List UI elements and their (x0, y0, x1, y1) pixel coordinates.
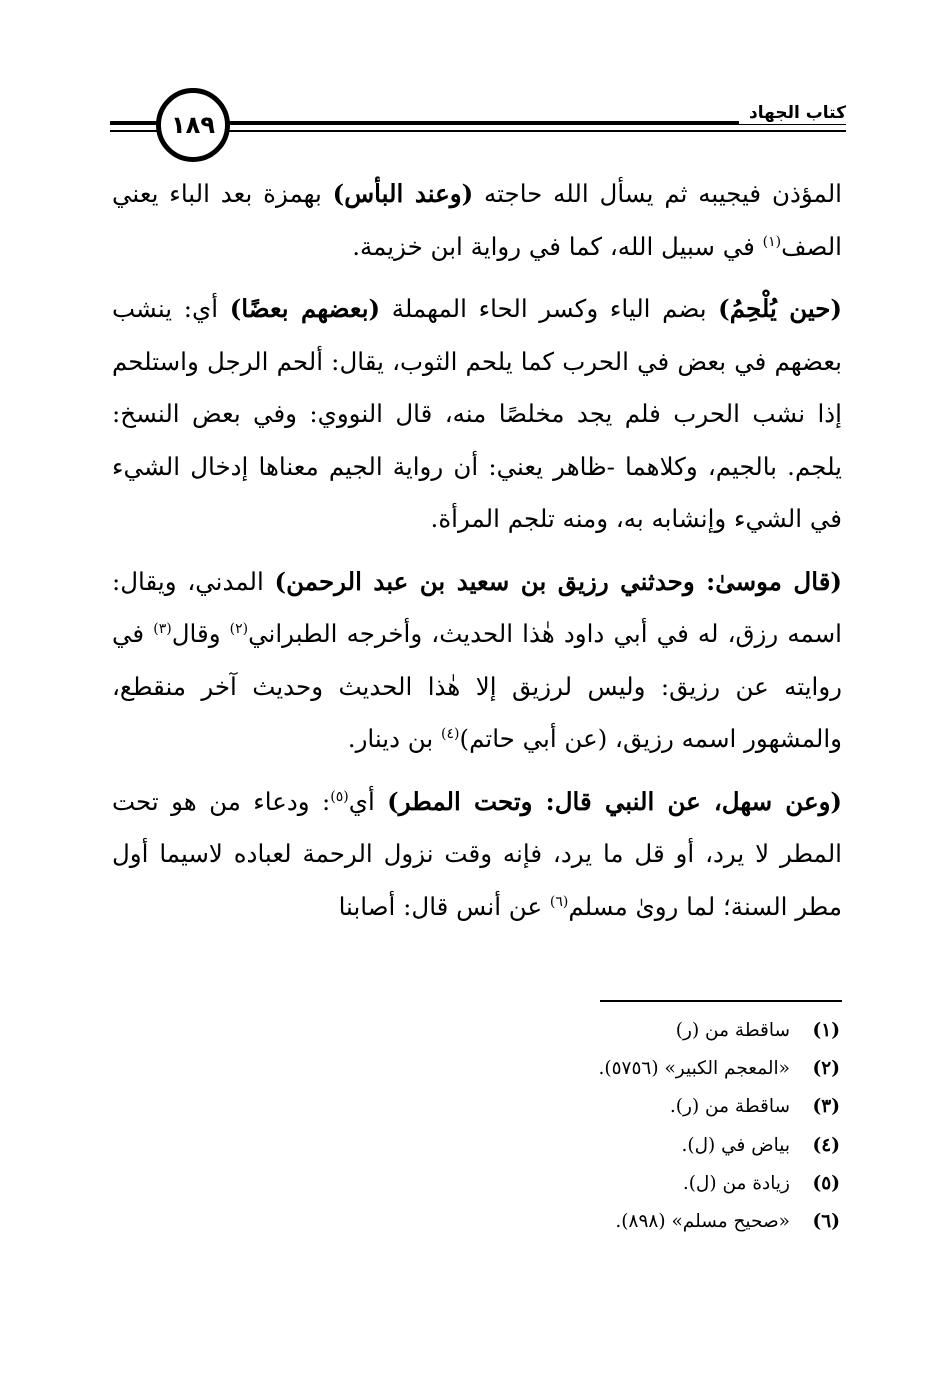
text-segment: (عن أبي حاتم) (459, 724, 608, 753)
footnote-ref: (١) (762, 233, 782, 250)
text-segment: في سبيل الله، كما في رواية ابن خزيمة. (352, 231, 763, 261)
footnote-item (240, 1203, 840, 1241)
footnote-number: (٤) (812, 1134, 840, 1156)
paragraph (112, 168, 842, 273)
footnote-number: (٣) (812, 1096, 840, 1118)
text-segment: المدني، ويقال: اسمه رزق، له في أبي داود هٰذا الحديث، وأخرجه الطبراني (112, 566, 842, 648)
bold-lemma: (وعن سهل، عن النبي قال: وتحت المطر) (387, 786, 843, 816)
text-segment: المؤذن فيجيبه ثم يسأل الله حاجته (473, 179, 842, 208)
paragraph (112, 776, 842, 934)
footnote-text: بياض في (ل). (681, 1134, 790, 1156)
footnote-number: (٦) (812, 1211, 840, 1233)
footnote-item (240, 1165, 840, 1203)
text-segment: : ودعاء من هو تحت المطر لا يرد، أو قل ما يرد، فإنه وقت نزول الرحمة لعباده لاسيما أول مطر السنة؛ لما روىٰ مسلم (112, 786, 842, 921)
bold-lemma: (وعند البأس) (332, 179, 474, 208)
text-segment: عن أنس قال: أصابنا (338, 891, 550, 921)
running-title: كتاب الجهاد (739, 102, 846, 124)
text-segment: بن دينار. (347, 724, 442, 753)
footnote-number: (٢) (812, 1058, 840, 1080)
footnote-ref: (٥) (330, 788, 349, 805)
footnote-item (240, 1050, 840, 1088)
paragraph (112, 283, 842, 546)
page-header (110, 88, 846, 168)
main-text (112, 168, 842, 943)
footnote-ref: (٤) (441, 725, 460, 742)
bold-lemma: (بعضهم بعضًا) (229, 294, 381, 323)
footnote-number: (٥) (812, 1172, 840, 1194)
footnote-item (240, 1012, 840, 1050)
footnote-item (240, 1088, 840, 1126)
footnote-number: (١) (812, 1020, 840, 1041)
text-segment: بهمزة بعد الباء يعني الصف (112, 179, 842, 261)
text-segment: وقال (171, 619, 230, 648)
text-segment: أي: ينشب بعضهم في بعض في الحرب كما يلحم الثوب، يقال: ألحم الرجل واستلحم إذا نشب الحرب فلم يجد مخلصًا منه، قال النووي: وفي بعض النسخ: يلجم. بالجيم، وكلاهما -ظاهر يعني: أن رواية الجيم معناها إدخال الشيء في الشيء وإنشابه به، ومنه تلجم المرأة. (112, 294, 842, 533)
page-number-badge: ١٨٩ (156, 88, 230, 162)
text-segment: بضم الياء وكسر الحاء المهملة (380, 294, 719, 323)
paragraph (112, 556, 842, 766)
footnote-text: «المعجم الكبير» (٥٧٥٦). (598, 1058, 790, 1080)
footnote-text: ساقطة من (ر) (675, 1020, 790, 1041)
footnote-separator (600, 1000, 842, 1002)
footnote-ref: (٣) (153, 620, 172, 637)
footnote-text: ساقطة من (ر). (669, 1096, 790, 1118)
footnote-item (240, 1127, 840, 1165)
footnote-ref: (٦) (549, 893, 569, 910)
footnote-text: زيادة من (ل). (682, 1172, 790, 1194)
text-segment: أي (348, 786, 388, 816)
footnote-ref: (٢) (229, 620, 249, 637)
footnote-text: «صحيح مسلم» (٨٩٨). (615, 1211, 790, 1233)
bold-lemma: (حين يُلْحِمُ) (718, 294, 842, 323)
text-segment: في روايته عن رزيق: وليس لرزيق إلا هٰذا الحديث وحديث آخر منقطع، والمشهور اسمه رزيق، (112, 619, 842, 753)
bold-lemma: (قال موسىٰ: وحدثني رزيق بن سعيد بن عبد الرحمن) (274, 566, 842, 596)
footnotes-list (240, 1012, 840, 1241)
